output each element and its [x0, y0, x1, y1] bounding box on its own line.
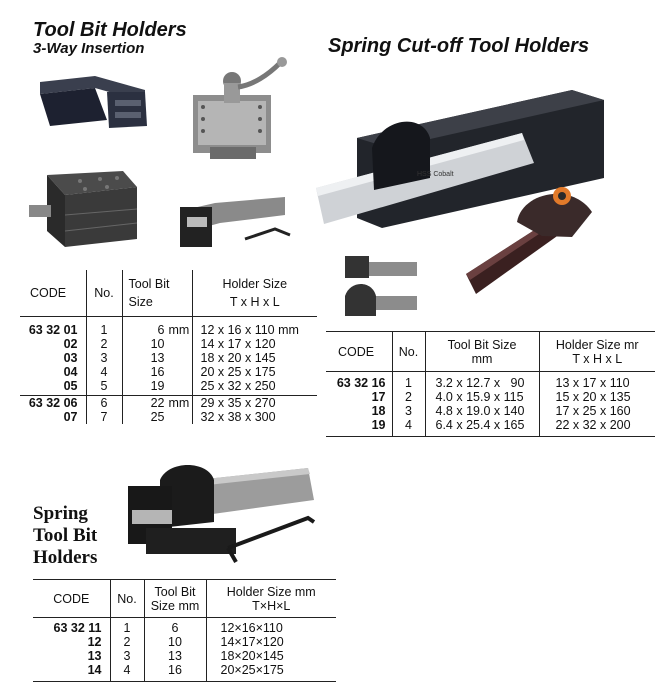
toolbit-value: 6 — [157, 322, 165, 337]
no-cell: 4 — [110, 663, 144, 677]
section3-table — [33, 579, 336, 682]
holder-cell: 14×17×120 — [206, 635, 336, 649]
toolbit-value: 25 — [150, 409, 165, 424]
section2-table — [326, 331, 655, 437]
table-row — [20, 395, 317, 410]
table-row — [326, 418, 655, 432]
section3-title-line2: Tool Bit — [33, 525, 98, 546]
no-cell: 5 — [86, 379, 122, 393]
toolpost-clamp-image — [188, 57, 293, 162]
toolbit-cell — [122, 337, 192, 351]
cutoff-small-images — [340, 250, 425, 325]
no-cell: 7 — [86, 410, 122, 424]
holder-cell: 20×25×175 — [206, 663, 336, 677]
no-cell: 2 — [392, 390, 425, 404]
code-cell: 13 — [87, 649, 102, 663]
holder-cell: 32 x 38 x 300 — [192, 410, 317, 424]
table-row — [326, 404, 655, 418]
code-cell: 63 32 11 — [53, 621, 102, 635]
col-code-header: CODE — [20, 270, 86, 316]
section1-subtitle: 3-Way Insertion — [33, 40, 145, 57]
toolbit-cell — [122, 323, 192, 337]
col-code-header: CODE — [33, 580, 110, 618]
code-cell: 14 — [87, 663, 102, 677]
toolbit-cell — [122, 351, 192, 365]
col-no-header: No. — [392, 332, 425, 372]
code-cell: 63 32 06 — [20, 395, 86, 410]
no-cell: 4 — [392, 418, 425, 432]
code-cell: 02 — [63, 336, 78, 351]
table-row — [33, 649, 336, 663]
code-cell: 05 — [63, 378, 78, 393]
no-cell: 3 — [86, 351, 122, 365]
toolbit-value: 10 — [150, 336, 165, 351]
col-toolbit-header: Tool Bit Size — [122, 270, 192, 316]
holder-cell: 20 x 25 x 175 — [192, 365, 317, 379]
code-cell: 17 — [371, 390, 386, 404]
no-cell: 1 — [392, 372, 425, 391]
table-row — [20, 365, 317, 379]
toolbit-cell: 4.0 x 15.9 x 115 — [425, 390, 539, 404]
toolbit-unit: mm — [168, 395, 190, 410]
code-cell: 07 — [63, 409, 78, 424]
holder-cell: 22 x 32 x 200 — [539, 418, 655, 432]
toolbit-cell — [122, 379, 192, 393]
col-holder-header: Holder Size mm T×H×L — [206, 580, 336, 618]
holder-cell: 12×16×110 — [206, 621, 336, 635]
no-cell: 1 — [86, 323, 122, 337]
section3-title-line1: Spring — [33, 503, 88, 524]
toolbit-cell: 13 — [144, 649, 206, 663]
table-row — [326, 372, 655, 391]
no-cell: 2 — [86, 337, 122, 351]
no-cell: 3 — [110, 649, 144, 663]
holder-cell: 15 x 20 x 135 — [539, 390, 655, 404]
toolbit-value: 19 — [150, 378, 165, 393]
toolbit-cell — [122, 410, 192, 424]
spring-toolbit-holder-image — [118, 462, 323, 577]
code-cell: 18 — [371, 404, 386, 418]
toolbit-cell — [122, 365, 192, 379]
table-row — [20, 337, 317, 351]
toolbit-cell — [122, 395, 192, 410]
three-way-block-image — [25, 165, 145, 255]
toolbit-value: 13 — [150, 350, 165, 365]
code-cell: 63 32 16 — [326, 372, 392, 391]
section2-title: Spring Cut-off Tool Holders — [328, 35, 590, 57]
blade-label: HSS Cobalt — [417, 171, 454, 178]
no-cell: 1 — [110, 621, 144, 635]
col-toolbit-header: Tool Bit Size mm — [144, 580, 206, 618]
holder-cell: 25 x 32 x 250 — [192, 379, 317, 393]
no-cell: 6 — [86, 395, 122, 410]
holder-cell: 14 x 17 x 120 — [192, 337, 317, 351]
toolbit-cell: 6 — [144, 621, 206, 635]
toolbit-cell: 16 — [144, 663, 206, 677]
table-row — [326, 390, 655, 404]
spring-holder-small-image — [175, 193, 295, 258]
col-holder-header: Holder Size T x H x L — [192, 270, 317, 316]
toolbit-cell: 6.4 x 25.4 x 165 — [425, 418, 539, 432]
table-row — [33, 621, 336, 635]
col-no-header: No. — [86, 270, 122, 316]
table-row — [33, 663, 336, 677]
section1-title: Tool Bit Holders — [33, 19, 187, 41]
holder-cell: 12 x 16 x 110 mm — [192, 323, 317, 337]
toolbit-cell: 10 — [144, 635, 206, 649]
toolbit-value: 22 — [150, 395, 165, 410]
holder-cell: 29 x 35 x 270 — [192, 395, 317, 410]
cutoff-clamp-image — [462, 182, 602, 300]
col-no-header: No. — [110, 580, 144, 618]
code-cell: 04 — [63, 364, 78, 379]
section1-table — [20, 270, 317, 424]
tool-holder-bar-image — [35, 70, 155, 150]
toolbit-cell: 3.2 x 12.7 x 90 — [425, 372, 539, 391]
no-cell: 4 — [86, 365, 122, 379]
code-cell: 03 — [63, 350, 78, 365]
holder-cell: 17 x 25 x 160 — [539, 404, 655, 418]
col-toolbit-header: Tool Bit Size mm — [425, 332, 539, 372]
table-row — [20, 323, 317, 337]
code-cell: 19 — [371, 418, 386, 432]
no-cell: 2 — [110, 635, 144, 649]
holder-cell: 13 x 17 x 110 — [539, 372, 655, 391]
table-row — [20, 351, 317, 365]
col-code-header: CODE — [326, 332, 392, 372]
col-holder-header: Holder Size mr T x H x L — [539, 332, 655, 372]
code-cell: 12 — [87, 635, 102, 649]
section3-title-line3: Holders — [33, 547, 98, 568]
table-row — [33, 635, 336, 649]
toolbit-unit: mm — [168, 322, 190, 337]
holder-cell: 18×20×145 — [206, 649, 336, 663]
no-cell: 3 — [392, 404, 425, 418]
table-row — [20, 410, 317, 424]
table-row — [20, 379, 317, 393]
toolbit-value: 16 — [150, 364, 165, 379]
toolbit-cell: 4.8 x 19.0 x 140 — [425, 404, 539, 418]
code-cell: 63 32 01 — [28, 322, 78, 337]
holder-cell: 18 x 20 x 145 — [192, 351, 317, 365]
